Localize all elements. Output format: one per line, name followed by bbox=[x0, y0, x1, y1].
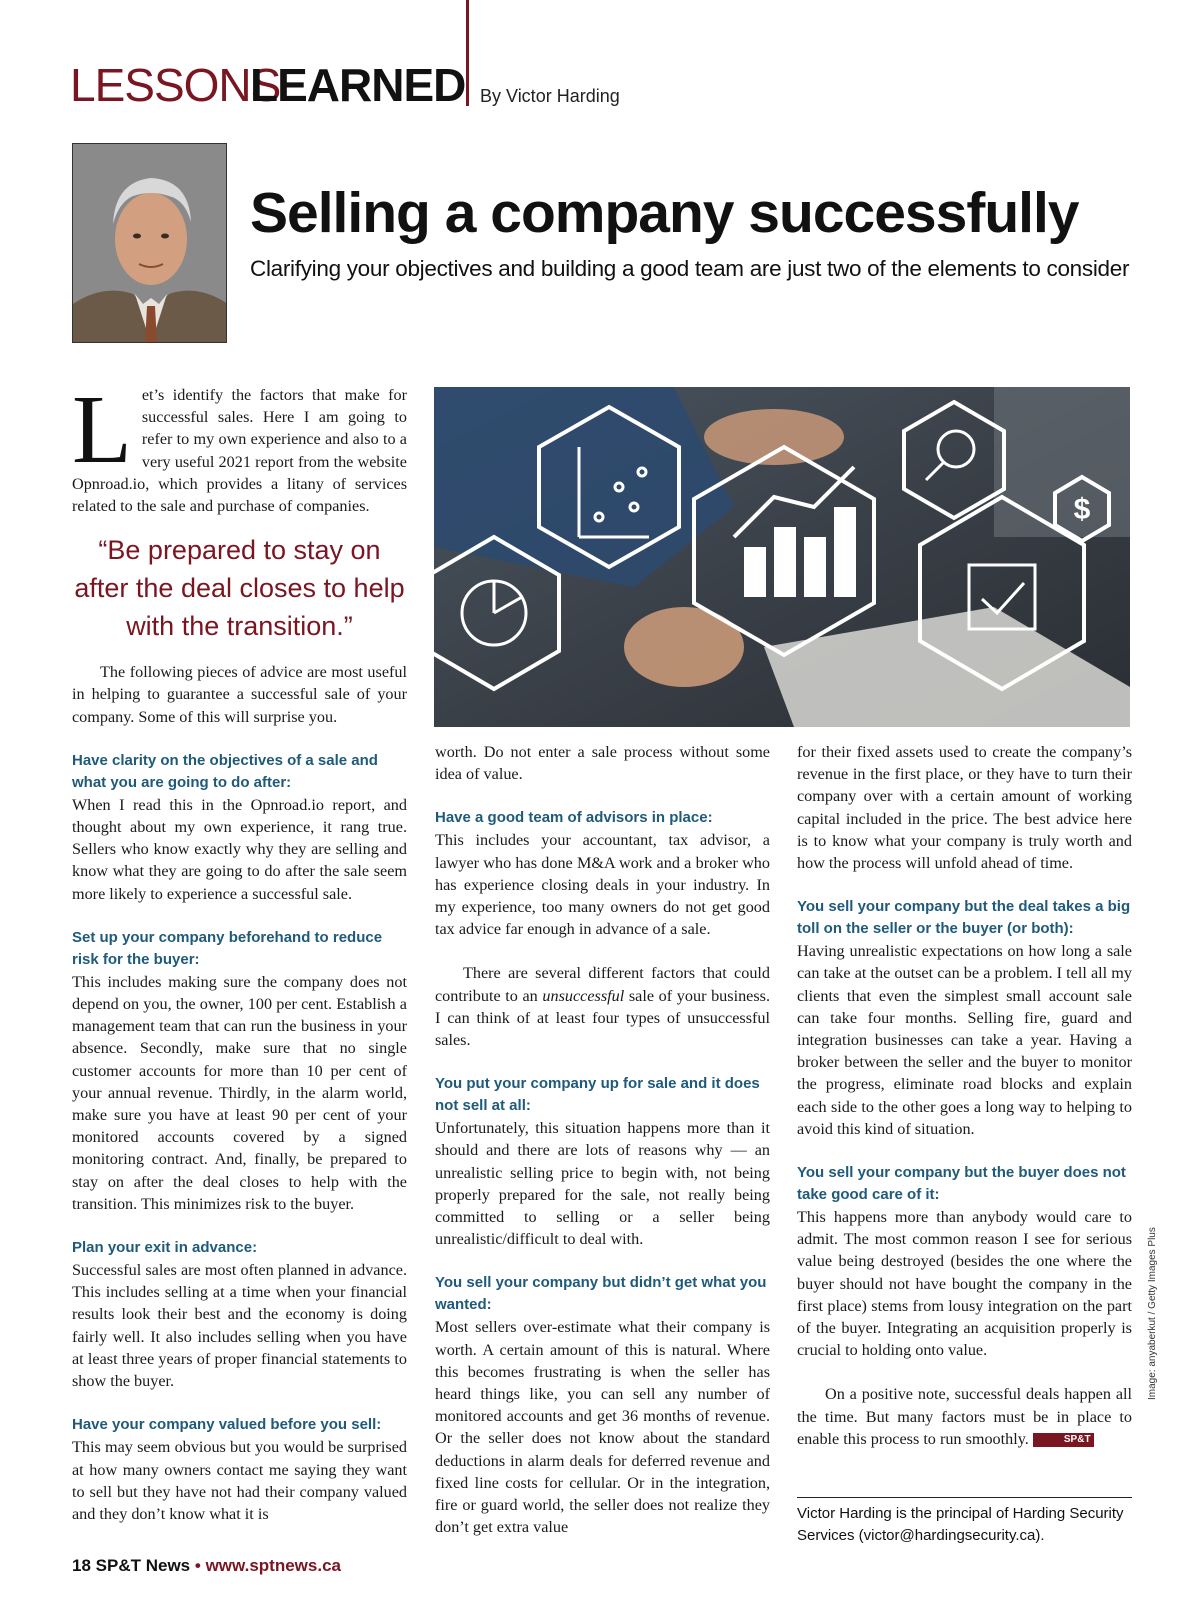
body-paragraph: for their fixed assets used to create the company’s revenue in the first place, or they have to turn their company over with a certain amount of working capital included in the price. The best advice here is to know what your company is truly worth and how the process will unfold ahead of time. bbox=[797, 743, 1132, 873]
body-paragraph: This includes your accountant, tax advisor, a lawyer who has done M&A work and a broker who has experience closing deals in your industry. In my experience, too many owners do not get good tax advice far enough in advance of a sale. bbox=[435, 831, 770, 939]
drop-cap: L bbox=[72, 376, 132, 484]
signature-divider bbox=[797, 1497, 1132, 1498]
body-paragraph: This may seem obvious but you would be surprised at how many owners contact me saying they want to sell but they have not had their company valued and they don’t know what it is bbox=[72, 1438, 407, 1523]
column-1 bbox=[72, 376, 407, 1525]
svg-text:$: $ bbox=[1073, 493, 1091, 526]
magazine-name: SP&T News bbox=[95, 1556, 191, 1575]
intro-paragraph: et’s identify the factors that make for successful sales. Here I am going to refer to my own experience and also to a very useful 2021 report from the website Opnroad.io, which provides a litany of services related to the sale and purchase of companies. bbox=[72, 386, 407, 516]
byline: By Victor Harding bbox=[480, 86, 620, 106]
body-paragraph: Having unrealistic expectations on how long a sale can take at the outset can be a problem. I tell all my clients that even the simplest small account sale can take four months. Selling fire, guard and integration businesses can take a year. Having a broker between the seller and the buyer to monitor the progress, eliminate road blocks and explain each side to the other goes a long way to helping to avoid this kind of situation. bbox=[797, 942, 1132, 1138]
body-paragraph: Unfortunately, this situation happens more than it should and there are lots of reasons why — an unrealistic selling price to begin with, not being properly prepared for the sale, not really being committed to selling or a seller being unrealistic/difficult to deal with. bbox=[435, 1119, 770, 1249]
feature-photo bbox=[434, 387, 1130, 727]
page-footer bbox=[72, 1556, 341, 1576]
column-3 bbox=[797, 741, 1132, 1450]
website-link[interactable]: www.sptnews.ca bbox=[205, 1556, 341, 1575]
header-divider bbox=[466, 0, 469, 106]
section-title-learned: LEARNED bbox=[250, 59, 466, 111]
closing-paragraph: On a positive note, successful deals happen all the time. But many factors must be in place to enable this process to run smoothly. SP&T bbox=[797, 1385, 1132, 1448]
pull-quote: “Be prepared to stay on after the deal closes to help with the transition.” bbox=[74, 535, 405, 642]
subhead: You put your company up for sale and it does not sell at all: bbox=[435, 1075, 760, 1115]
body-paragraph: This happens more than anybody would care to admit. The most common reason I see for serious value being destroyed (besides the one where the buyer should not have bought the company in the first place) stems from lousy integration on the part of the buyer. Integrating an acquisition properly is crucial to holding onto value. bbox=[797, 1208, 1132, 1360]
body-paragraph: worth. Do not enter a sale process without some idea of value. bbox=[435, 743, 770, 784]
body-paragraph: There are several different factors that could contribute to an unsuccessful sale of your business. I can think of at least four types of unsuccessful sales. bbox=[435, 964, 771, 1050]
subhead: You sell your company but the buyer does not take good care of it: bbox=[797, 1164, 1126, 1204]
subhead: Plan your exit in advance: bbox=[72, 1239, 258, 1257]
body-paragraph: Most sellers over-estimate what their company is worth. A certain amount of this is natural. Where this becomes frustrating is when the seller has heard things like, you can sell any number of monitored accounts and get 36 months of revenue. Or the seller does not know about the standard deductions in alarm deals for deferred revenue and fixed line costs for cellular. Or in the integration, fire or guard world, the seller does not realize they don’t get extra value bbox=[435, 1318, 770, 1537]
body-paragraph: Successful sales are most often planned in advance. This includes selling at a time when your financial results look their best and the economy is doing fairly well. It also includes selling when you have at least three years of proper financial statements to show the buyer. bbox=[72, 1261, 407, 1391]
body-paragraph: When I read this in the Opnroad.io report, and thought about my own experience, it rang true. Sellers who know exactly why they are selling and know what they are going to do after the sale seem more likely to experience a successful sale. bbox=[72, 795, 407, 903]
image-credit: Image: anyaberkut / Getty Images Plus bbox=[1147, 1227, 1158, 1400]
page-number: 18 bbox=[72, 1556, 91, 1575]
headline: Selling a company successfully bbox=[250, 181, 1079, 245]
subhead: Have a good team of advisors in place: bbox=[435, 809, 713, 827]
column-2 bbox=[435, 741, 770, 1538]
end-mark: SP&T bbox=[1033, 1433, 1094, 1447]
deck: Clarifying your objectives and building a good team are just two of the elements to consider bbox=[250, 256, 1130, 281]
body-paragraph: The following pieces of advice are most useful in helping to guarantee a successful sale of your company. Some of this will surprise you. bbox=[72, 663, 407, 726]
subhead: You sell your company but didn’t get what you wanted: bbox=[435, 1274, 767, 1314]
emphasis: unsuccessful bbox=[542, 986, 625, 1005]
section-title-lessons: LESSONS bbox=[70, 59, 281, 111]
body-paragraph: This includes making sure the company does not depend on you, the owner, 100 per cent. Establish a management team that can run the business in your absence. Secondly, make sure that no single customer accounts for more than 10 per cent of your annual revenue. Thirdly, in the alarm world, make sure you have at least 90 per cent of your monitored accounts covered by a signed monitoring contract. And, finally, be prepared to stay on after the deal closes to help with the transition. This minimizes risk to the buyer. bbox=[72, 972, 407, 1213]
subhead: You sell your company but the deal takes a big toll on the seller or the buyer (or both): bbox=[797, 898, 1131, 938]
subhead: Set up your company beforehand to reduce risk for the buyer: bbox=[72, 928, 383, 968]
subhead: Have your company valued before you sell: bbox=[72, 1416, 382, 1434]
author-portrait bbox=[72, 143, 227, 343]
author-bio: Victor Harding is the principal of Harding Security Services (victor@hardingsecurity.ca). bbox=[797, 1505, 1124, 1544]
subhead: Have clarity on the objectives of a sale and what you are going to do after: bbox=[72, 751, 378, 791]
footer-separator: • bbox=[194, 1556, 201, 1575]
